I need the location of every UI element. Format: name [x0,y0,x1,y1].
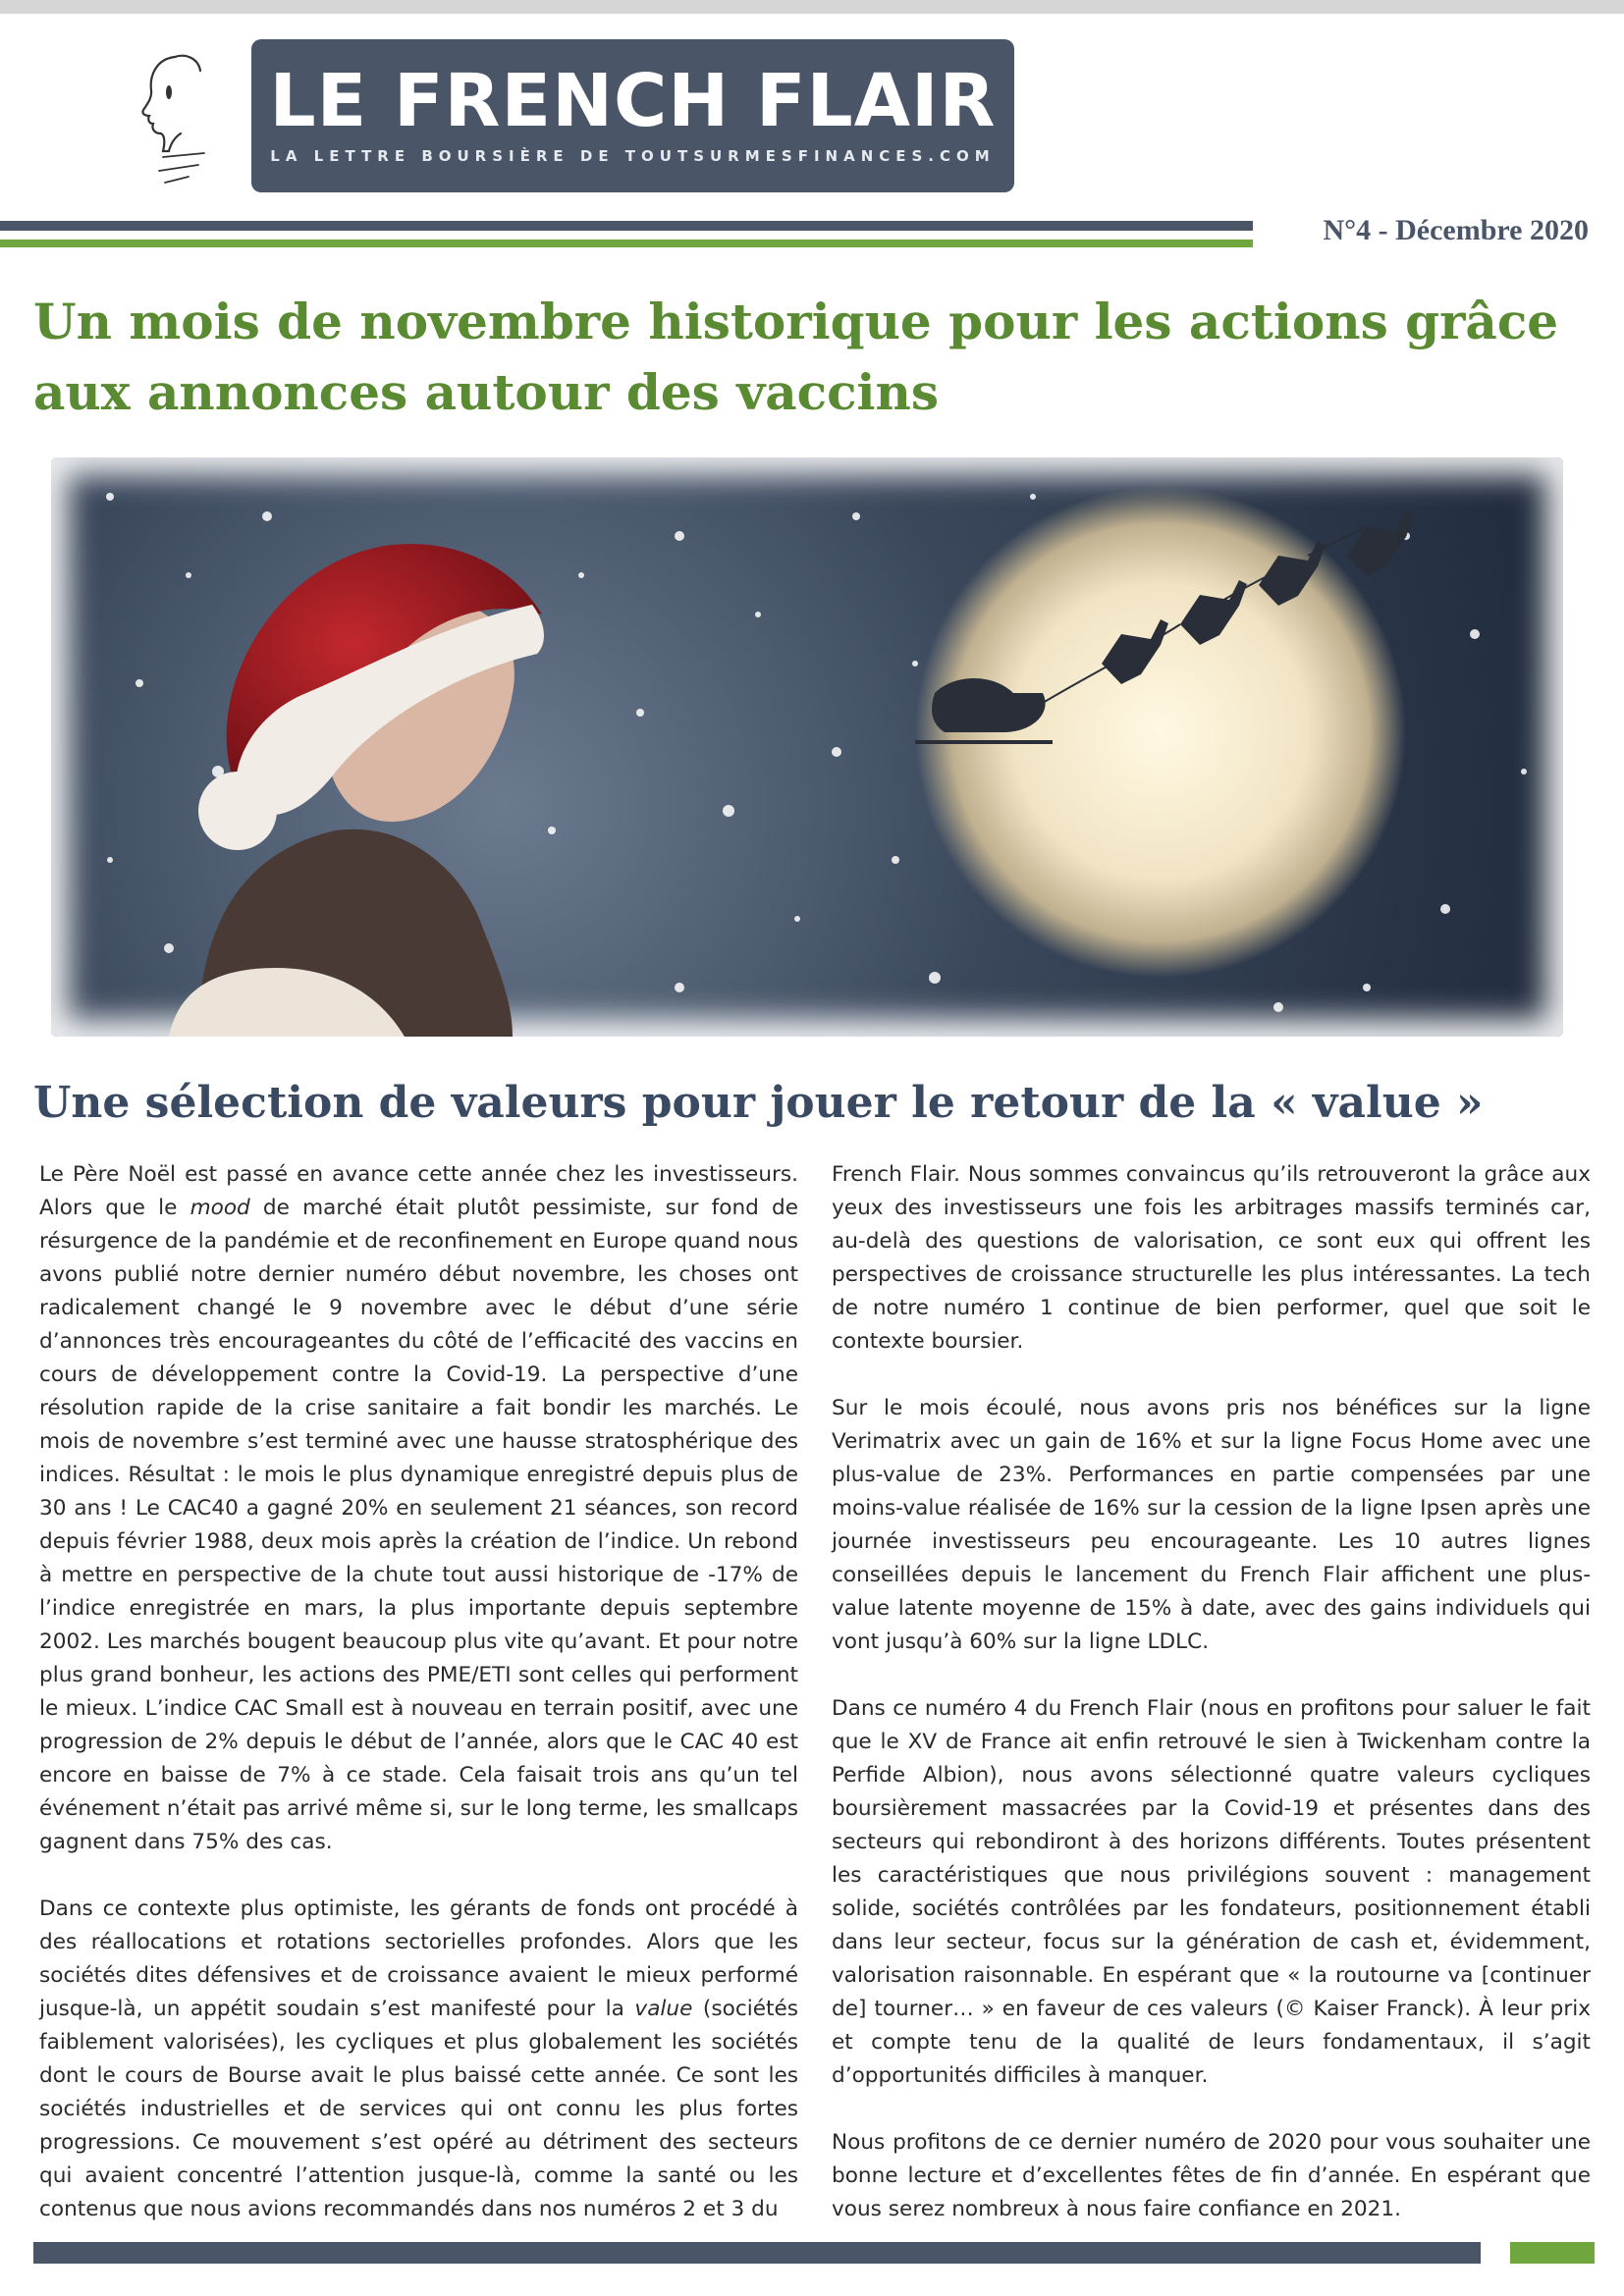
top-strip [0,0,1624,14]
profile-silhouette-icon [135,49,214,187]
header-rule-green [0,240,1253,247]
paragraph: French Flair. Nous sommes convaincus qu’ils retrouveront la grâce aux yeux des investisseurs une fois les arbitrages massifs terminés car, au-delà des questions de valorisation, ce sont eux qui offrent les perspectives de croissance structurelle les plus intéressantes. La tech de notre numéro 1 continue de bien performer, quel que soit le contexte boursier. [832,1162,1591,1354]
paragraph [39,1893,798,2226]
girl-silhouette [169,544,544,1037]
paragraph-text: de marché était plutôt pessimiste, sur fond de résurgence de la pandémie et de reconfinement en Europe quand nous avons publié notre dernier numéro début novembre, les choses ont radicalement changé le 9 novembre avec le début d’une série d’annonces très encourageantes du côté de l’efficacité des vaccins en cours de développement contre la Covid-19. La perspective d’une résolution rapide de la crise sanitaire a fait bondir les marchés. Le mois de novembre s’est terminé avec une hausse stratosphérique des indices. Résultat : le mois le plus dynamique enregistré depuis plus de 30 ans ! Le CAC40 a gagné 20% en seulement 21 séances, son record depuis février 1988, deux mois après la création de l’indice. Un rebond à mettre en perspective de la chute tout aussi historique de -17% de l’indice enregistrée en mars, la plus importante depuis septembre 2002. Les marchés bougent beaucoup plus vite qu’avant. Et pour notre plus grand bonheur, les actions des PME/ETI sont celles qui performent le mieux. L’indice CAC Small est à nouveau en terrain positif, avec une progression de 2% depuis le début de l’année, alors que le CAC 40 est encore en baisse de 7% à ce stade. Cela faisait trois ans qu’un tel événement n’était pas arrivé même si, sur le long terme, les smallcaps gagnent dans 75% des cas. [39,1196,798,1854]
issue-label: N°4 - Décembre 2020 [1323,214,1589,246]
paragraph-emphasis: mood [189,1196,250,1220]
headline-line-2: aux annonces autour des vaccins [33,363,940,421]
paragraph [39,1158,798,1859]
footer-bar-green [1510,2242,1595,2264]
paragraph-text: Le Père Noël est passé en avance cette année chez les investisseurs. Alors que le [39,1162,798,1220]
paragraph-text: Dans ce contexte plus optimiste, les gérants de fonds ont procédé à des réallocations et rotations sectorielles profondes. Alors que les sociétés dites défensives et de croissance avaient le mieux performé jusque-là, un appétit soudain s’est manifesté pour la [39,1896,798,2021]
christmas-night-illustration [51,457,1563,1037]
masthead [251,39,1014,192]
article-column-right [832,1158,1591,2260]
subheadline: Une sélection de valeurs pour jouer le retour de la « value » [33,1078,1484,1128]
article-column-left [39,1158,798,2260]
headline-line-1: Un mois de novembre historique pour les actions grâce [33,293,1559,350]
hero-image [51,457,1563,1037]
header-rule-blue [0,221,1253,231]
paragraph-text: (sociétés faiblement valorisées), les cycliques et plus globalement les sociétés dont le cours de Bourse avait le plus baissé cette année. Ce sont les sociétés industrielles et de services qui ont connu les plus fortes progressions. Ce mouvement s’est opéré au détriment des secteurs qui avaient concentré l’attention jusque-là, comme la santé ou les contenus que nous avions recommandés dans nos numéros 2 et 3 du [39,1997,798,2221]
paragraph: Dans ce numéro 4 du French Flair (nous en profitons pour saluer le fait que le XV de France ait enfin retrouvé le sien à Twickenham contre la Perfide Albion), nous avons sélectionné quatre valeurs cycliques boursièrement massacrées par la Covid-19 et présentes dans des secteurs qui rebondiront à des horizons différents. Toutes présentent les caractéristiques que nous privilégions souvent : management solide, sociétés contrôlées par les fondateurs, positionnement établi dans leur secteur, focus sur la génération de cash et, évidemment, valorisation raisonnable. En espérant que « la routourne va [continuer de] tourner… » en faveur de ces valeurs (© Kaiser Franck). À leur prix et compte tenu de la qualité de leurs fondamentaux, il s’agit d’opportunités difficiles à manquer. [832,1696,1591,2088]
paragraph-emphasis: value [634,1997,693,2021]
headline [33,287,1595,428]
paragraph: Nous profitons de ce dernier numéro de 2020 pour vous souhaiter une bonne lecture et d’excellentes fêtes de fin d’année. En espérant que vous serez nombreux à nous faire confiance en 2021. [832,2130,1591,2221]
footer-bar-blue [33,2242,1481,2264]
paragraph: Sur le mois écoulé, nous avons pris nos bénéfices sur la ligne Verimatrix avec un gain de 16% et sur la ligne Focus Home avec une plus-value de 23%. Performances en partie compensées par une moins-value réalisée de 16% sur la cession de la ligne Ipsen après une journée investisseurs peu encourageante. Les 10 autres lignes conseillées depuis le lancement du French Flair affichent une plus-value latente moyenne de 15% à date, avec des gains individuels qui vont jusqu’à 60% sur la ligne LDLC. [832,1396,1591,1654]
masthead-subtitle: LA LETTRE BOURSIÈRE DE TOUTSURMESFINANCES.COM [270,147,996,165]
masthead-title: LE FRENCH FLAIR [269,59,997,143]
